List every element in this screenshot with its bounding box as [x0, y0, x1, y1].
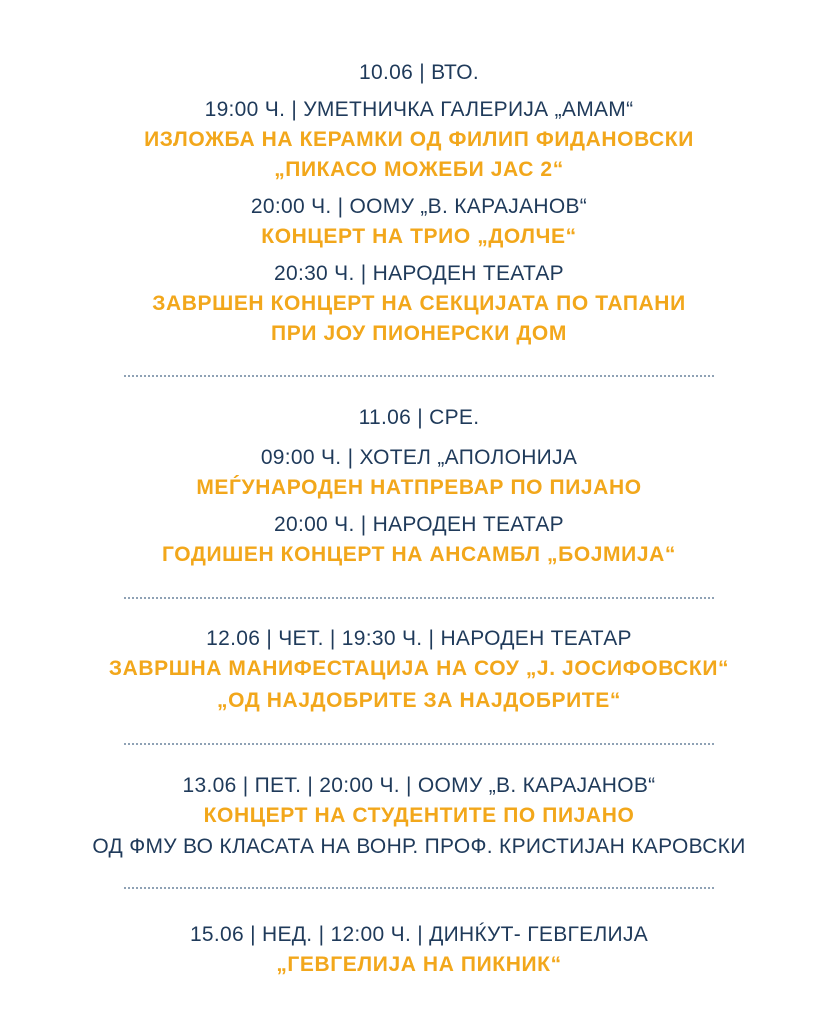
event-title: ЗАВРШЕН КОНЦЕРТ НА СЕКЦИЈАТА ПО ТАПАНИ	[152, 292, 686, 315]
dotted-divider	[124, 743, 714, 745]
event-title: МЕЃУНАРОДЕН НАТПРЕВАР ПО ПИЈАНО	[196, 476, 642, 499]
event-title: ИЗЛОЖБА НА КЕРАМКИ ОД ФИЛИП ФИДАНОВСКИ	[144, 128, 694, 151]
event-info: 20:30 Ч. | НАРОДЕН ТЕАТАР	[273, 262, 564, 285]
day-date: 11.06 | СРЕ.	[358, 406, 480, 429]
event-title: „ОД НАЈДОБРИТЕ ЗА НАЈДОБРИТЕ“	[217, 689, 621, 712]
event-title: КОНЦЕРТ НА ТРИО „ДОЛЧЕ“	[261, 225, 577, 248]
event-title: ЗАВРШНА МАНИФЕСТАЦИЈА НА СОУ „Ј. ЈОСИФОВСКИ“	[108, 657, 730, 680]
event-title: ПРИ ЈОУ ПИОНЕРСКИ ДОМ	[271, 322, 567, 345]
event-info: 20:00 Ч. | ООМУ „В. КАРАЈАНОВ“	[250, 195, 588, 218]
event-subtitle: ОД ФМУ ВО КЛАСАТА НА ВОНР. ПРОФ. КРИСТИЈАН КАРОВСКИ	[92, 835, 746, 858]
day-header: 15.06 | НЕД. | 12:00 Ч. | ДИНЌУТ- ГЕВГЕЛИЈА	[189, 923, 649, 946]
day-header: 12.06 | ЧЕТ. | 19:30 Ч. | НАРОДЕН ТЕАТАР	[206, 627, 632, 650]
dotted-divider	[124, 597, 714, 599]
event-title: „ПИКАСО МОЖЕБИ ЈАС 2“	[274, 158, 564, 181]
event-info: 20:00 Ч. | НАРОДЕН ТЕАТАР	[273, 513, 564, 536]
event-info: 09:00 Ч. | ХОТЕЛ „АПОЛОНИЈА	[260, 446, 578, 469]
event-title: „ГЕВГЕЛИЈА НА ПИКНИК“	[276, 953, 562, 976]
event-info: 19:00 Ч. | УМЕТНИЧКА ГАЛЕРИЈА „АМАМ“	[204, 98, 634, 121]
dotted-divider	[124, 887, 714, 889]
dotted-divider	[124, 375, 714, 377]
day-header: 13.06 | ПЕТ. | 20:00 Ч. | ООМУ „В. КАРАЈАНОВ“	[182, 774, 656, 797]
day-date: 10.06 | ВТО.	[359, 61, 479, 84]
event-title: КОНЦЕРТ НА СТУДЕНТИТЕ ПО ПИЈАНО	[203, 804, 635, 827]
event-title: ГОДИШЕН КОНЦЕРТ НА АНСАМБЛ „БОЈМИЈА“	[162, 543, 676, 566]
